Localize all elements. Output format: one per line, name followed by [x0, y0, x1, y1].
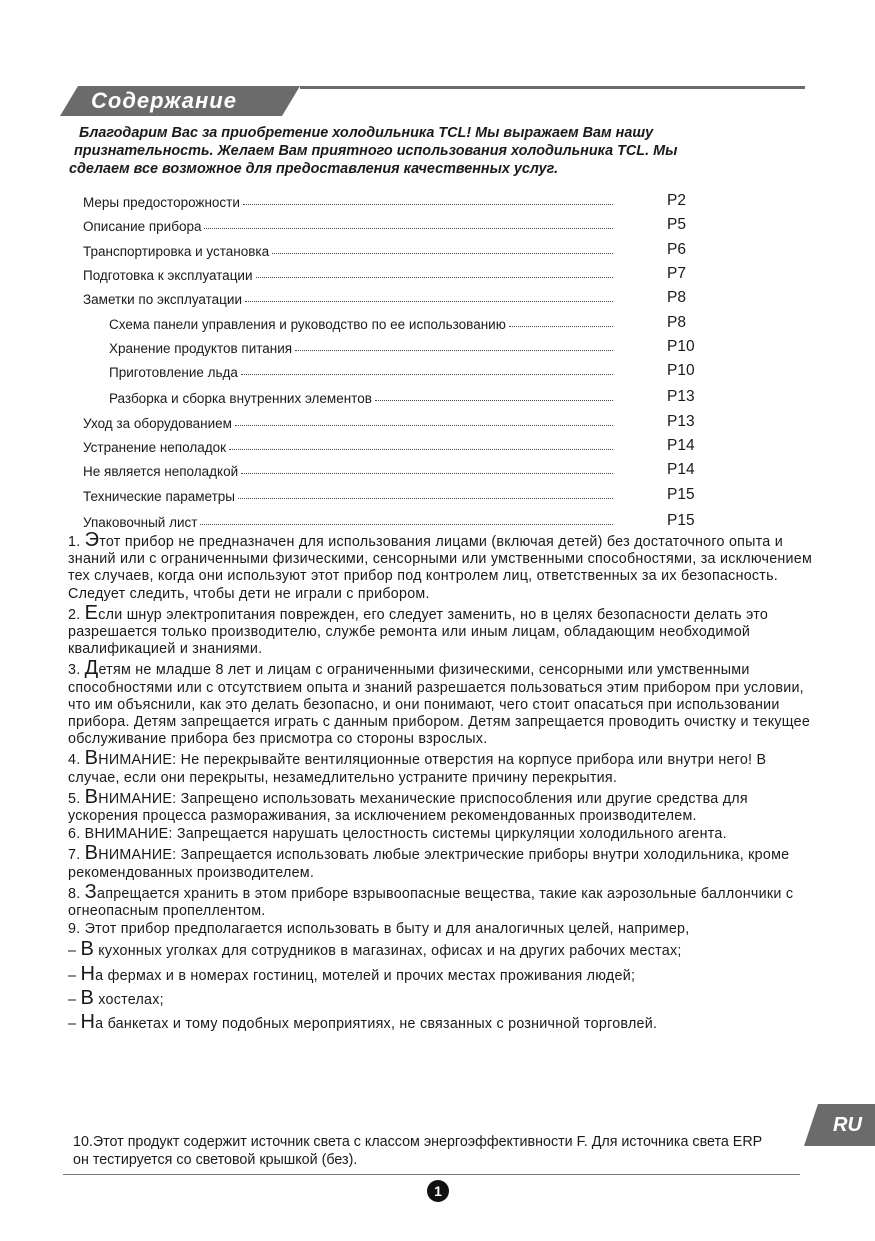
toc-entry-label: Хранение продуктов питания — [109, 341, 293, 356]
item-text: НИМАНИЕ: Не перекрывайте вентиляционные отверстия на корпусе прибора или внутри него! В случае, если они перекрыты, незамедлительно устраните причину перекрытия. — [68, 752, 767, 786]
safety-item — [68, 920, 818, 938]
toc-subentry[interactable] — [109, 312, 723, 332]
safety-item — [68, 842, 818, 881]
toc-entry-page: P7 — [667, 265, 686, 282]
item-text: а банкетах и тому подобных мероприятиях, не связанных с розничной торговлей. — [95, 1016, 658, 1033]
toc-entry-page: P8 — [667, 314, 686, 331]
safety-item — [68, 601, 818, 659]
item10-line: он тестируется со световой крышкой (без). — [73, 1151, 358, 1168]
item-prefix: 3. — [68, 662, 85, 679]
intro-line: признательность. Желаем Вам приятного использования холодильника TCL. Мы — [74, 143, 678, 159]
item-initial: Н — [80, 962, 96, 985]
item-prefix: 1. — [68, 534, 85, 550]
safety-item — [68, 785, 818, 825]
toc-entry[interactable] — [83, 484, 723, 504]
toc-leader-dots — [238, 497, 613, 499]
toc-entry-page: P14 — [667, 461, 695, 478]
toc-entry-label: Схема панели управления и руководство по ее использованию — [109, 317, 506, 332]
item-prefix: – — [68, 943, 81, 960]
item-prefix: – — [68, 991, 81, 1008]
safety-item — [68, 880, 818, 920]
toc-entry-label: Устранение неполадок — [83, 440, 227, 455]
toc-entry[interactable] — [83, 459, 723, 479]
item-text: НИМАНИЕ: Запрещено использовать механические приспособления или другие средства для ускорения процесса размораживания, за исключением рекомендованных производителем. — [68, 790, 748, 825]
toc-leader-dots — [241, 472, 613, 474]
toc-entry-label: Не является неполадкой — [83, 464, 239, 479]
item10-line: 10.Этот продукт содержит источник света с классом энергоэффективности F. Для источника света ERP — [73, 1134, 763, 1150]
toc-entry-label: Приготовление льда — [109, 365, 238, 380]
item-prefix: 4. — [68, 752, 85, 769]
toc-entry-label: Транспортировка и установка — [83, 244, 270, 259]
safety-item-10 — [73, 1134, 843, 1169]
item-initial: В — [84, 747, 99, 770]
toc-entry[interactable] — [83, 263, 723, 283]
item-prefix: 6. — [68, 826, 85, 843]
item-text: хостелах; — [94, 991, 164, 1008]
safety-subitem — [68, 986, 818, 1009]
safety-item — [68, 825, 818, 843]
item-initial: В — [80, 938, 95, 961]
toc-entry-page: P13 — [667, 388, 695, 405]
toc-entry-label: Разборка и сборка внутренних элементов — [109, 391, 372, 406]
toc-entry[interactable] — [83, 435, 723, 455]
toc-leader-dots — [256, 276, 613, 278]
toc-leader-dots — [235, 424, 613, 426]
toc-leader-dots — [243, 203, 613, 205]
intro-line: сделаем все возможное для предоставления качественных услуг. — [69, 161, 559, 177]
toc-entry-label: Меры предосторожности — [83, 195, 240, 210]
item-prefix: 2. — [68, 606, 85, 623]
toc-leader-dots — [509, 325, 613, 327]
item-prefix: 9. — [68, 921, 85, 938]
toc-entry[interactable] — [83, 287, 723, 307]
language-tab-label: RU — [833, 1114, 862, 1136]
safety-subitem — [68, 1011, 818, 1034]
item-initial: Е — [84, 601, 99, 624]
item-initial: Н — [80, 1011, 96, 1034]
toc-entry[interactable] — [83, 510, 723, 530]
item-prefix: – — [68, 967, 81, 984]
toc-entry-page: P10 — [667, 362, 695, 379]
item-initial: В — [80, 986, 95, 1009]
safety-item — [68, 529, 818, 603]
toc-entry-label: Описание прибора — [83, 219, 202, 234]
item-initial: Д — [84, 657, 99, 680]
toc-subentry[interactable] — [109, 386, 723, 406]
safety-item — [68, 657, 818, 748]
item-prefix: 5. — [68, 790, 85, 807]
item-text: а фермах и в номерах гостиниц, мотелей и прочих местах проживания людей; — [95, 967, 636, 984]
item-prefix: – — [68, 1016, 81, 1033]
safety-subitem — [68, 938, 818, 961]
item-initial: З — [84, 880, 97, 903]
item-text: етям не младше 8 лет и лицам с ограниченными физическими, сенсорными или умственными способностями или с отсутствием опыта и знаний разрешается пользоваться этим прибором при условии, что им объяснили, как это делать безопасно, и они понимают, чего стоит опасаться при использовании прибора. Детям запрещается играть с данным прибором. Детям запрещается проводить очистку и текущее обслуживание прибора без присмотра со стороны взрослых. — [68, 662, 811, 748]
safety-subitem — [68, 962, 818, 985]
toc-entry[interactable] — [83, 190, 723, 210]
toc-entry-page: P15 — [667, 486, 695, 503]
item-text: сли шнур электропитания поврежден, его следует заменить, но в целях безопасности делать это разрешается только производителю, службе ремонта или иным лицам, обладающим необходимой квалификацией и знаниями. — [68, 606, 769, 658]
item-prefix: 7. — [68, 847, 85, 864]
item-prefix: 8. — [68, 885, 85, 902]
item-text: НИМАНИЕ: Запрещается использовать любые электрические приборы внутри холодильника, кроме рекомендованных производителем. — [68, 847, 790, 881]
intro-line: Благодарим Вас за приобретение холодильника TCL! Мы выражаем Вам нашу — [79, 125, 654, 141]
toc-entry-label: Упаковочный лист — [83, 515, 198, 530]
toc-leader-dots — [295, 349, 613, 351]
toc-leader-dots — [241, 373, 613, 375]
toc-entry-label: Уход за оборудованием — [83, 416, 232, 431]
toc-entry-page: P14 — [667, 437, 695, 454]
toc-leader-dots — [204, 227, 613, 229]
toc-entry-page: P10 — [667, 338, 695, 355]
toc-entry-label: Заметки по эксплуатации — [83, 292, 243, 307]
footer-divider — [63, 1174, 800, 1175]
toc-entry-page: P5 — [667, 216, 686, 233]
toc-entry-page: P13 — [667, 413, 695, 430]
page-number-badge: 1 — [427, 1180, 449, 1202]
toc-entry-page: P8 — [667, 289, 686, 306]
safety-items — [68, 529, 818, 1034]
toc-entry-label: Технические параметры — [83, 489, 236, 504]
toc-entry-page: P15 — [667, 512, 695, 529]
intro-paragraph — [69, 124, 789, 178]
safety-item — [68, 747, 818, 786]
item-text: кухонных уголках для сотрудников в магазинах, офисах и на других рабочих местах; — [94, 943, 682, 960]
item-initial: Э — [84, 529, 100, 551]
toc-leader-dots — [375, 399, 613, 401]
item-initial: В — [84, 785, 99, 808]
toc-entry-label: Подготовка к эксплуатации — [83, 268, 253, 283]
toc-entry[interactable] — [83, 411, 723, 431]
toc-subentry[interactable] — [109, 360, 723, 380]
toc-leader-dots — [245, 300, 613, 302]
toc-entry-page: P2 — [667, 192, 686, 209]
toc-entry[interactable] — [83, 239, 723, 259]
page-title: Содержание — [91, 88, 237, 113]
item-text: ВНИМАНИЕ: Запрещается нарушать целостность системы циркуляции холодильного агента. — [84, 826, 727, 843]
toc-leader-dots — [272, 252, 613, 254]
toc-subentry[interactable] — [109, 336, 723, 356]
toc-entry-page: P6 — [667, 241, 686, 258]
item-text: Этот прибор предполагается использовать в быту и для аналогичных целей, например, — [84, 921, 690, 938]
item-initial: В — [84, 842, 99, 865]
toc-leader-dots — [229, 448, 613, 450]
toc-entry[interactable] — [83, 214, 723, 234]
item-text: тот прибор не предназначен для использования лицами (включая детей) без достаточного опыта и знаний или с ограниченными физическими, сенсорными или умственными способностями, за исключением тех случаев, когда они используют этот прибор под контролем лиц, ответственных за их безопасность. Следует следить, чтобы дети не играли с прибором. — [68, 534, 813, 602]
item-text: апрещается хранить в этом приборе взрывоопасные вещества, такие как аэрозольные баллончики с огнеопасным пропеллентом. — [68, 885, 794, 920]
toc-leader-dots — [200, 523, 613, 525]
